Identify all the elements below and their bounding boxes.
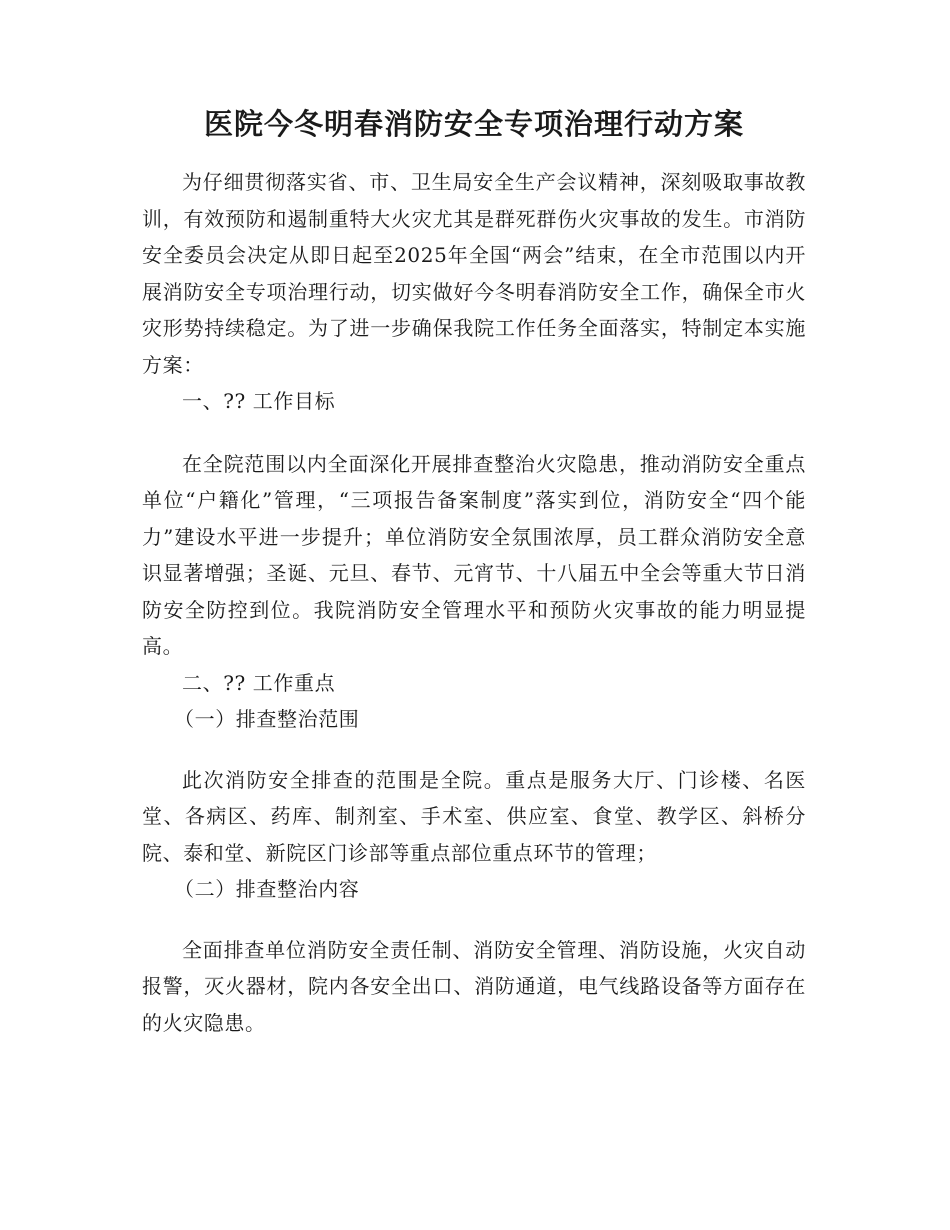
- section-1-heading: 一、?? 工作目标: [182, 389, 336, 413]
- subsection-2-body: 全面排查单位消防安全责任制、消防安全管理、消防设施，火灾自动报警，灭火器材，院内各安全出口、消防通道，电气线路设备等方面存在的火灾隐患。: [142, 937, 806, 1035]
- section-2-heading: 二、?? 工作重点: [182, 670, 336, 695]
- intro-paragraph: 为仔细贯彻落实省、市、卫生局安全生产会议精神，深刻吸取事故教训，有效预防和遏制重特大火灾尤其是群死群伤火灾事故的发生。市消防安全委员会决定从即日起至2025年全国“两会”结束，在全市范围以内开展消防安全专项治理行动，切实做好今冬明春消防安全工作，确保全市火灾形势持续稳定。为了进一步确保我院工作任务全面落实，特制定本实施方案：: [142, 170, 806, 377]
- subsection-1-body: 此次消防安全排查的范围是全院。重点是服务大厅、门诊楼、名医堂、各病区、药库、制剂室、手术室、供应室、食堂、教学区、斜桥分院、泰和堂、新院区门诊部等重点部位重点环节的管理；: [142, 767, 806, 865]
- subsection-2-heading: （二）排查整治内容: [174, 877, 360, 901]
- subsection-1-heading: （一）排查整治范围: [174, 707, 360, 731]
- document-title: 医院今冬明春消防安全专项治理行动方案: [203, 107, 744, 141]
- section-1-body: 在全院范围以内全面深化开展排查整治火灾隐患，推动消防安全重点单位“户籍化”管理，“三项报告备案制度”落实到位，消防安全“四个能力”建设水平进一步提升；单位消防安全氛围浓厚，员工群众消防安全意识显著增强；圣诞、元旦、春节、元宵节、十八届五中全会等重大节日消防安全防控到位。我院消防安全管理水平和预防火灾事故的能力明显提高。: [142, 451, 806, 658]
- document-page: [142, 104, 806, 1041]
